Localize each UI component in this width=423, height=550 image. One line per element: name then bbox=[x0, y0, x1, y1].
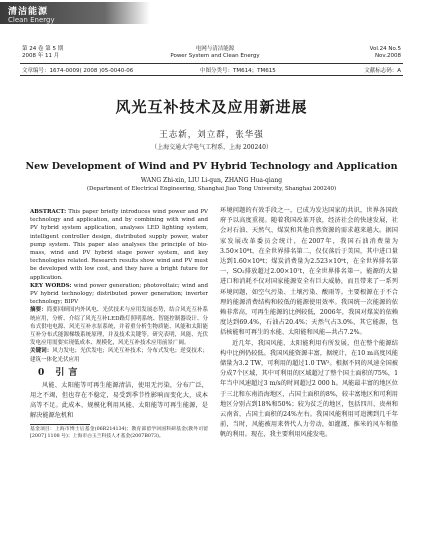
journal-banner bbox=[0, 0, 423, 44]
clc-number: 中图分类号：TM614；TM615 bbox=[200, 68, 276, 74]
abstract-cn-text: 简要回顾国内外风电、光伏技术与应用发展态势，结合风光互补系统应用，分析、介绍了风光互补LED路灯照明系统、智能控制器设计、分布式供电电源、风光互补水泵系统，并着重分析生物质能、风能和太阳能互补分布式能源梯级系统原理，并及技术关键等。研究表明，风能、光伏发电应用需要实现低成本、规模化，风光互补技术应用前景广阔。 bbox=[30, 307, 208, 347]
keywords-en-text: wind power generation; photovoltaic; wind and PV hybrid technology; distributed power generation; inverter technology; BIPV bbox=[30, 282, 208, 306]
abstract-en bbox=[30, 208, 208, 282]
header-rule-bottom bbox=[20, 75, 403, 76]
document-code: 文献标志码：A bbox=[364, 68, 401, 74]
paper-title-en: New Development of Wind and PV Hybrid Technology and Application bbox=[25, 161, 398, 172]
header-vol-no: Vol.24 No.5 bbox=[369, 46, 401, 52]
banner-subtitle: Clean Energy bbox=[8, 16, 55, 24]
right-column bbox=[220, 206, 398, 441]
keywords-cn-label: 关键词： bbox=[30, 348, 53, 355]
header-rule-top bbox=[20, 63, 403, 64]
affiliation-cn: （上海交通大学电气工程系，上海 200240） bbox=[151, 144, 272, 151]
header-date-cn: 2008 年 11 月 bbox=[22, 53, 60, 59]
header-volume bbox=[22, 46, 63, 60]
footnote-rule bbox=[30, 424, 90, 425]
keywords-en-label: KEY WORDS: bbox=[30, 282, 72, 289]
authors-cn: 王志新，刘立群，张华强 bbox=[159, 130, 264, 140]
paper-title-cn: 风光互补技术及应用新进展 bbox=[115, 98, 308, 116]
left-column bbox=[30, 208, 208, 441]
header-journal-en: Power System and Clean Energy bbox=[170, 53, 260, 59]
body-paragraph-1: 环境问题的有效手段之一，已成为发达国家的共识，世界各国政府予以高度重视。随着我国改革开放，经济社会的快速发展，社会对石油、天然气、煤炭和其他自然资源的需求越来越大。据国家发展改革委员会统计，在2007年，我国石油消费量为3.50×10⁸t，在全世界排名第二，仅仅落后于美国，其中进口量达到1.60×10⁸t；煤炭消费量为2.523×10⁹t，在全世界排名第一，SO₂排放超过2.00×10⁷t，在全世界排名第一。能源的大量进口和消耗不仅对国家能源安全有巨大威胁，而且带来了一系列环境问题，如空气污染、土壤污染、酸雨等。主要根源在于不合理的能源消费结构和较低的能源使用效率。我国统一次能源的依赖非常高，可再生能源的比例较低，2006年，我国对煤炭的依赖度达到69.4%，石油占20.4%；天然气占3.0%，其它能源，包括核能和可再生的水能、太阳能和风能—共占7.2%。 bbox=[220, 207, 398, 337]
abstract-cn-label: 摘要： bbox=[30, 307, 47, 314]
keywords-cn-text: 风力发电；光伏发电；风光互补技术；分布式发电；逆变技术；建筑一体化光伏应用 bbox=[30, 348, 208, 363]
footnote-funding: 基金项目：上海市博士后基金(06R214134)；教育部留学回国科研基金(教外司留 [2007] 1108 号)；上海市白玉兰科技人才基金(2007B073)。 bbox=[30, 427, 208, 439]
abstract-cn bbox=[30, 306, 208, 347]
abstract-en-label: ABSTRACT: bbox=[30, 209, 67, 215]
article-number: 文章编号：1674-0009( 2008 )05-0040-06 bbox=[22, 68, 134, 74]
abstract-en-text: This paper briefly introduces wind power and PV technology and application, and by combining with wind and PV hybrid system application, analyses LED lighting system, intelligent controller design, distributed supply power, water pump system. This paper also analyses the principle of bio-mass, wind and PV hybrid stage power system, and key technologies related. Research results show wind and PV must be developed with low cost, and they have a bright future for application. bbox=[30, 209, 208, 281]
header-volume-issue: 第 24 卷 第 5 期 bbox=[22, 46, 64, 52]
header-journal-cn: 电网与清洁能源 bbox=[195, 46, 235, 52]
header-journal bbox=[140, 46, 290, 60]
section-heading-intro: 0 引言 bbox=[38, 367, 82, 378]
banner-title: 清洁能源 bbox=[8, 7, 49, 17]
affiliation-en: (Department of Electrical Engineering, Shanghai Jiao Tong University, Shanghai 200240) bbox=[86, 186, 337, 192]
keywords-cn bbox=[30, 347, 208, 363]
body-paragraph-2: 近几年，我国风能、太阳能利用有所发展，但在整个能源结构中比例仍较低。我国风能资源丰富，据统计，在10 m高度风能储量为3.2 TW，可利用的超过1.0 TW²。根据不同的风速全国被分成7个区域，其中可利用的区域超过了整个国土面积的75%，1年当中风速超过3 m/s的时间超过2 000 h。风能最丰富的地区位于三北和东南沿海地区，占国土面积的8%，较丰富地区和可利用地区分别占到18%和50%；较为贫乏的地区，包括四川、贵州和云南省，占国土面积的24%左右。我国风能利用可追溯到几千年前，当时，风能被用来替代人力劳动，如灌溉、推米的风车和船帆的利用。现在，我主要利用风能发电。 bbox=[220, 339, 398, 439]
header-vol-en bbox=[370, 46, 401, 60]
authors-en: WANG Zhi-xin, LIU Li-qun, ZHANG Hua-qiang bbox=[140, 177, 283, 184]
header-date-en: Nov.2008 bbox=[374, 53, 401, 59]
keywords-en bbox=[30, 282, 208, 307]
intro-paragraph: 风能、太阳能等可再生能源清洁，使用无污染，分布广泛，用之不竭，但也存在不稳定，易受到季节性影响而变化大，成本高等不足。此成本、规模化利用风能、太阳能等可再生能源，是解决能源危机和 bbox=[30, 382, 208, 420]
